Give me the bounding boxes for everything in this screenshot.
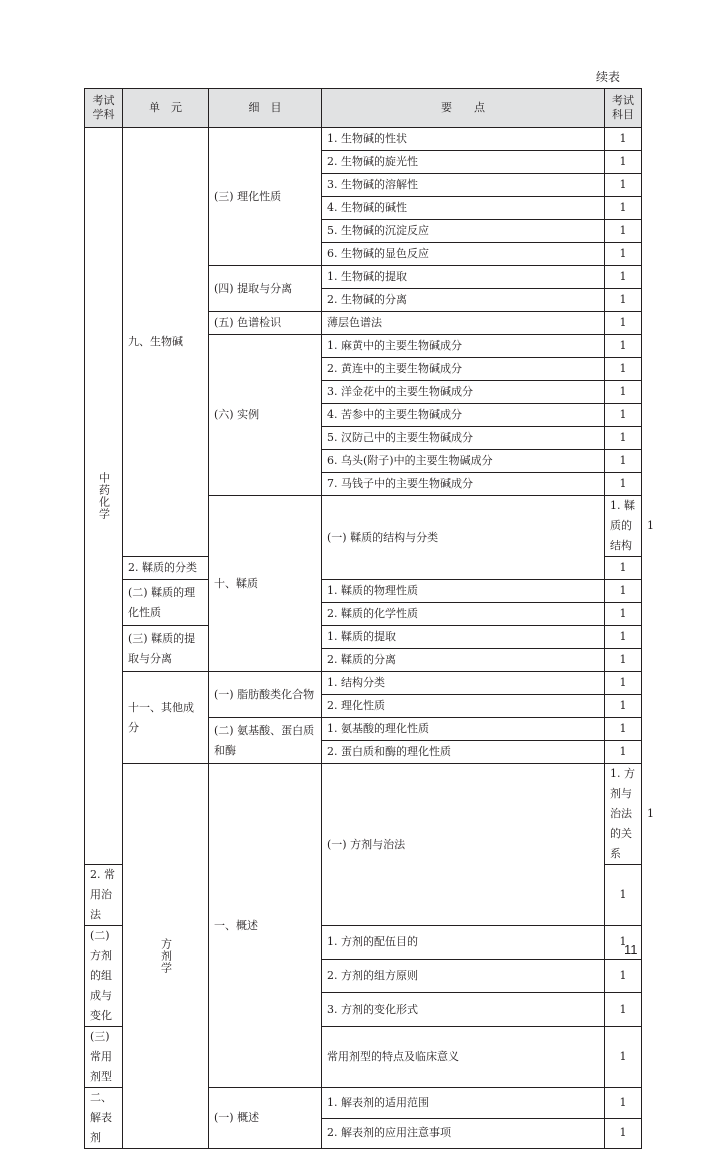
point-cell: 3. 方剂的变化形式	[322, 993, 605, 1027]
exam-cell: 1	[605, 1118, 642, 1149]
point-cell: 4. 生物碱的碱性	[322, 197, 605, 220]
point-cell: 7. 马钱子中的主要生物碱成分	[322, 473, 605, 496]
point-cell: 薄层色谱法	[322, 312, 605, 335]
exam-cell: 1	[605, 174, 642, 197]
unit-cell: 九、生物碱	[123, 128, 209, 557]
exam-cell: 1	[605, 243, 642, 266]
item-cell: (一) 方剂与治法	[322, 764, 605, 926]
exam-cell: 1	[605, 718, 642, 741]
point-cell: 1. 方剂与治法的关系	[605, 764, 642, 865]
exam-cell: 1	[605, 626, 642, 649]
exam-cell: 1	[605, 220, 642, 243]
table-row	[85, 128, 642, 151]
point-cell: 3. 洋金花中的主要生物碱成分	[322, 381, 605, 404]
point-cell: 1. 解表剂的适用范围	[322, 1088, 605, 1119]
item-cell: (一) 脂肪酸类化合物	[209, 672, 322, 718]
table-row	[85, 580, 642, 603]
item-cell: (二) 氨基酸、蛋白质和酶	[209, 718, 322, 764]
exam-cell: 1	[605, 1088, 642, 1119]
unit-cell: 二、解表剂	[85, 1088, 123, 1149]
point-cell: 4. 苦参中的主要生物碱成分	[322, 404, 605, 427]
item-cell: (三) 常用剂型	[85, 1027, 123, 1088]
exam-cell: 1	[605, 741, 642, 764]
point-cell: 1. 方剂的配伍目的	[322, 926, 605, 960]
point-cell: 2. 常用治法	[85, 865, 123, 926]
point-cell: 2. 理化性质	[322, 695, 605, 718]
point-cell: 6. 乌头(附子)中的主要生物碱成分	[322, 450, 605, 473]
header-points: 要 点	[322, 89, 605, 128]
exam-cell: 1	[605, 266, 642, 289]
exam-cell: 1	[605, 128, 642, 151]
header-unit: 单 元	[123, 89, 209, 128]
table-row	[85, 672, 642, 695]
exam-cell: 1	[605, 358, 642, 381]
item-cell: (一) 概述	[209, 1088, 322, 1149]
exam-cell: 1	[605, 151, 642, 174]
exam-cell: 1	[605, 1027, 642, 1088]
header-item: 细 目	[209, 89, 322, 128]
point-cell: 1. 麻黄中的主要生物碱成分	[322, 335, 605, 358]
item-cell: (六) 实例	[209, 335, 322, 496]
point-cell: 1. 鞣质的结构	[605, 496, 642, 557]
item-cell: (一) 鞣质的结构与分类	[322, 496, 605, 580]
subject-cell: 方剂学	[123, 764, 209, 1149]
point-cell: 1. 生物碱的提取	[322, 266, 605, 289]
point-cell: 2. 黄连中的主要生物碱成分	[322, 358, 605, 381]
point-cell: 2. 解表剂的应用注意事项	[322, 1118, 605, 1149]
point-cell: 3. 生物碱的溶解性	[322, 174, 605, 197]
exam-cell: 1	[605, 603, 642, 626]
exam-cell: 1	[605, 865, 642, 926]
point-cell: 6. 生物碱的显色反应	[322, 243, 605, 266]
item-cell: (三) 鞣质的提取与分离	[123, 626, 209, 672]
exam-cell: 1	[605, 404, 642, 427]
table-row: 十、鞣质 (一) 鞣质的结构与分类 1. 鞣质的结构 1	[85, 496, 642, 557]
exam-cell: 1	[605, 427, 642, 450]
exam-cell: 1	[605, 473, 642, 496]
item-cell: (三) 理化性质	[209, 128, 322, 266]
header-row	[85, 89, 642, 128]
item-cell: (二) 鞣质的理化性质	[123, 580, 209, 626]
exam-cell: 1	[605, 672, 642, 695]
point-cell: 1. 鞣质的物理性质	[322, 580, 605, 603]
subject-cell: 中药化学	[85, 128, 123, 865]
point-cell: 常用剂型的特点及临床意义	[322, 1027, 605, 1088]
exam-cell: 1	[605, 381, 642, 404]
point-cell: 1. 氨基酸的理化性质	[322, 718, 605, 741]
table-row	[85, 626, 642, 649]
exam-cell: 1	[605, 197, 642, 220]
point-cell: 1. 鞣质的提取	[322, 626, 605, 649]
point-cell: 2. 蛋白质和酶的理化性质	[322, 741, 605, 764]
page-number: 11	[624, 942, 638, 957]
table-row: 方剂学 一、概述 (一) 方剂与治法 1. 方剂与治法的关系 1	[85, 764, 642, 865]
point-cell: 5. 生物碱的沉淀反应	[322, 220, 605, 243]
item-cell: (二) 方剂的组成与变化	[85, 926, 123, 1027]
point-cell: 2. 鞣质的分离	[322, 649, 605, 672]
exam-cell: 1	[605, 289, 642, 312]
point-cell: 2. 生物碱的旋光性	[322, 151, 605, 174]
syllabus-table	[84, 88, 654, 1149]
exam-cell: 1	[605, 312, 642, 335]
exam-cell: 1	[605, 580, 642, 603]
point-cell: 2. 生物碱的分离	[322, 289, 605, 312]
exam-cell: 1	[605, 649, 642, 672]
exam-cell: 1	[605, 695, 642, 718]
item-cell: (四) 提取与分离	[209, 266, 322, 312]
exam-cell: 1	[605, 993, 642, 1027]
item-cell: (五) 色谱检识	[209, 312, 322, 335]
point-cell: 2. 鞣质的化学性质	[322, 603, 605, 626]
exam-cell: 1	[605, 557, 642, 580]
exam-cell: 1	[605, 926, 642, 960]
exam-cell: 1	[605, 335, 642, 358]
header-exam: 考试 科目	[605, 89, 642, 128]
point-cell: 1. 生物碱的性状	[322, 128, 605, 151]
exam-cell: 1	[605, 959, 642, 993]
unit-cell: 十一、其他成分	[123, 672, 209, 764]
unit-cell: 十、鞣质	[209, 496, 322, 672]
exam-cell: 1	[605, 450, 642, 473]
point-cell: 2. 鞣质的分类	[123, 557, 209, 580]
unit-cell: 一、概述	[209, 764, 322, 1088]
continued-label: 续表	[596, 70, 621, 84]
header-subject: 考试 学科	[85, 89, 123, 128]
point-cell: 1. 结构分类	[322, 672, 605, 695]
point-cell: 2. 方剂的组方原则	[322, 959, 605, 993]
point-cell: 5. 汉防己中的主要生物碱成分	[322, 427, 605, 450]
